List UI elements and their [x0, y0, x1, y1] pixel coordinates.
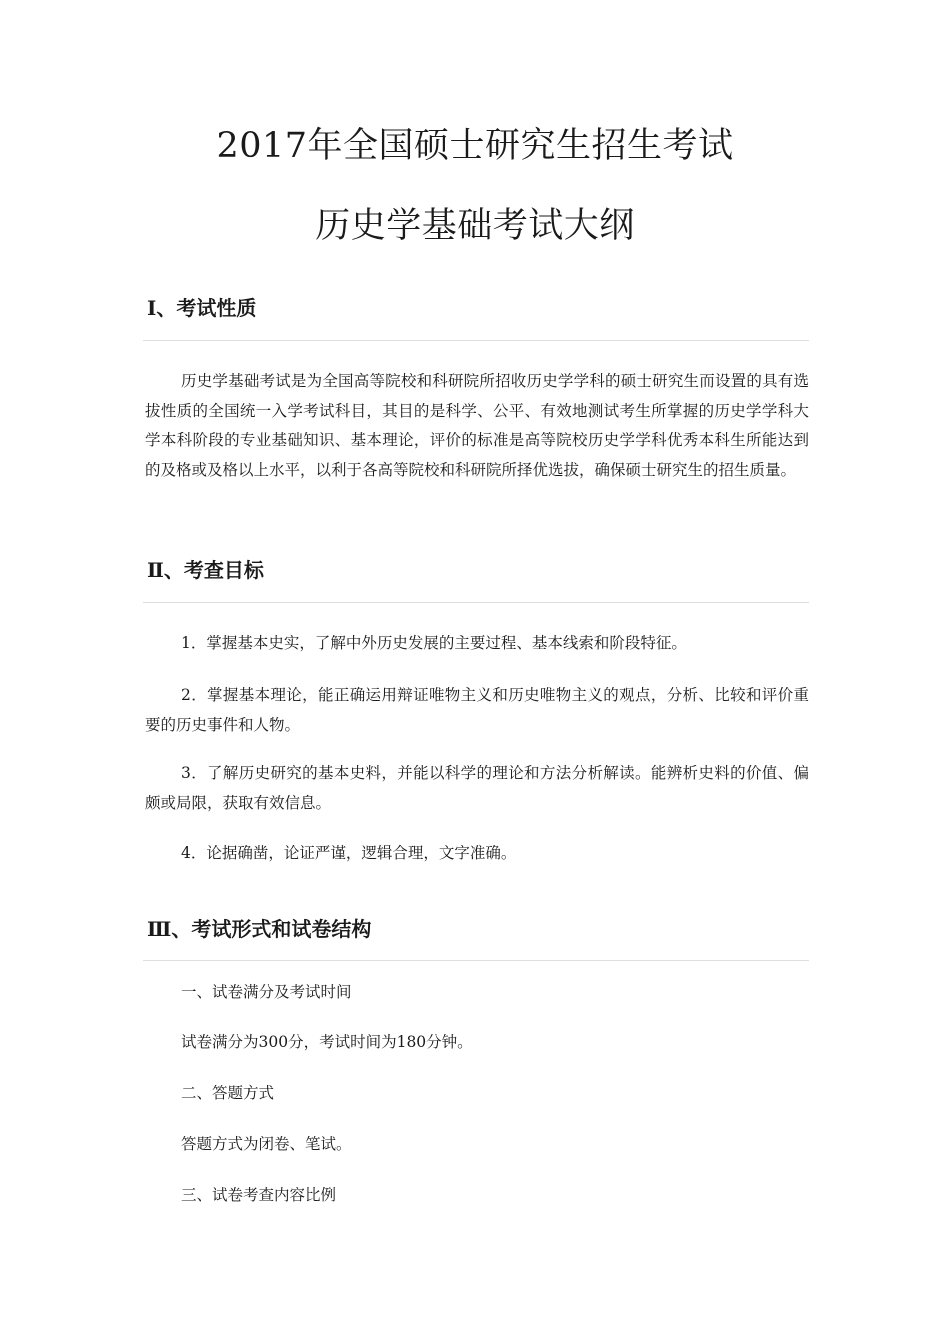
document-title-line2: 历史学基础考试大纲: [315, 206, 635, 246]
section-heading-format: Ⅲ、考试形式和试卷结构: [147, 917, 372, 941]
objective-item-2: 2．掌握基本理论，能正确运用辩证唯物主义和历史唯物主义的观点，分析、比较和评价重要的历史事件和人物。: [145, 686, 809, 734]
format-subheading-2: 二、答题方式: [181, 1084, 275, 1102]
objective-item-4: 4．论据确凿，论证严谨，逻辑合理，文字准确。: [181, 844, 517, 862]
objective-item-3: 3．了解历史研究的基本史料，并能以科学的理论和方法分析解读。能辨析史料的价值、偏颇或局限，获取有效信息。: [145, 764, 809, 812]
format-subheading-1: 一、试卷满分及考试时间: [181, 983, 352, 1001]
format-text-1: 试卷满分为300分，考试时间为180分钟。: [181, 1033, 473, 1051]
section-heading-objectives: Ⅱ、考查目标: [147, 558, 264, 582]
format-subheading-3: 三、试卷考查内容比例: [181, 1186, 337, 1204]
section-divider: [143, 960, 809, 961]
objective-item-1: 1．掌握基本史实，了解中外历史发展的主要过程、基本线索和阶段特征。: [181, 634, 687, 652]
document-title-line1: 2017年全国硕士研究生招生考试: [216, 126, 734, 166]
section-heading-nature: Ⅰ、考试性质: [147, 296, 257, 320]
section-divider: [143, 602, 809, 603]
section-paragraph-nature: 历史学基础考试是为全国高等院校和科研院所招收历史学学科的硕士研究生而设置的具有选拔性质的全国统一入学考试科目，其目的是科学、公平、有效地测试考生所掌握的历史学学科大学本科阶段的专业基础知识、基本理论，评价的标准是高等院校历史学学科优秀本科生所能达到的及格或及格以上水平，以利于各高等院校和科研院所择优选拔，确保硕士研究生的招生质量。: [145, 372, 809, 479]
format-text-2: 答题方式为闭卷、笔试。: [181, 1135, 352, 1153]
section-divider: [143, 340, 809, 341]
